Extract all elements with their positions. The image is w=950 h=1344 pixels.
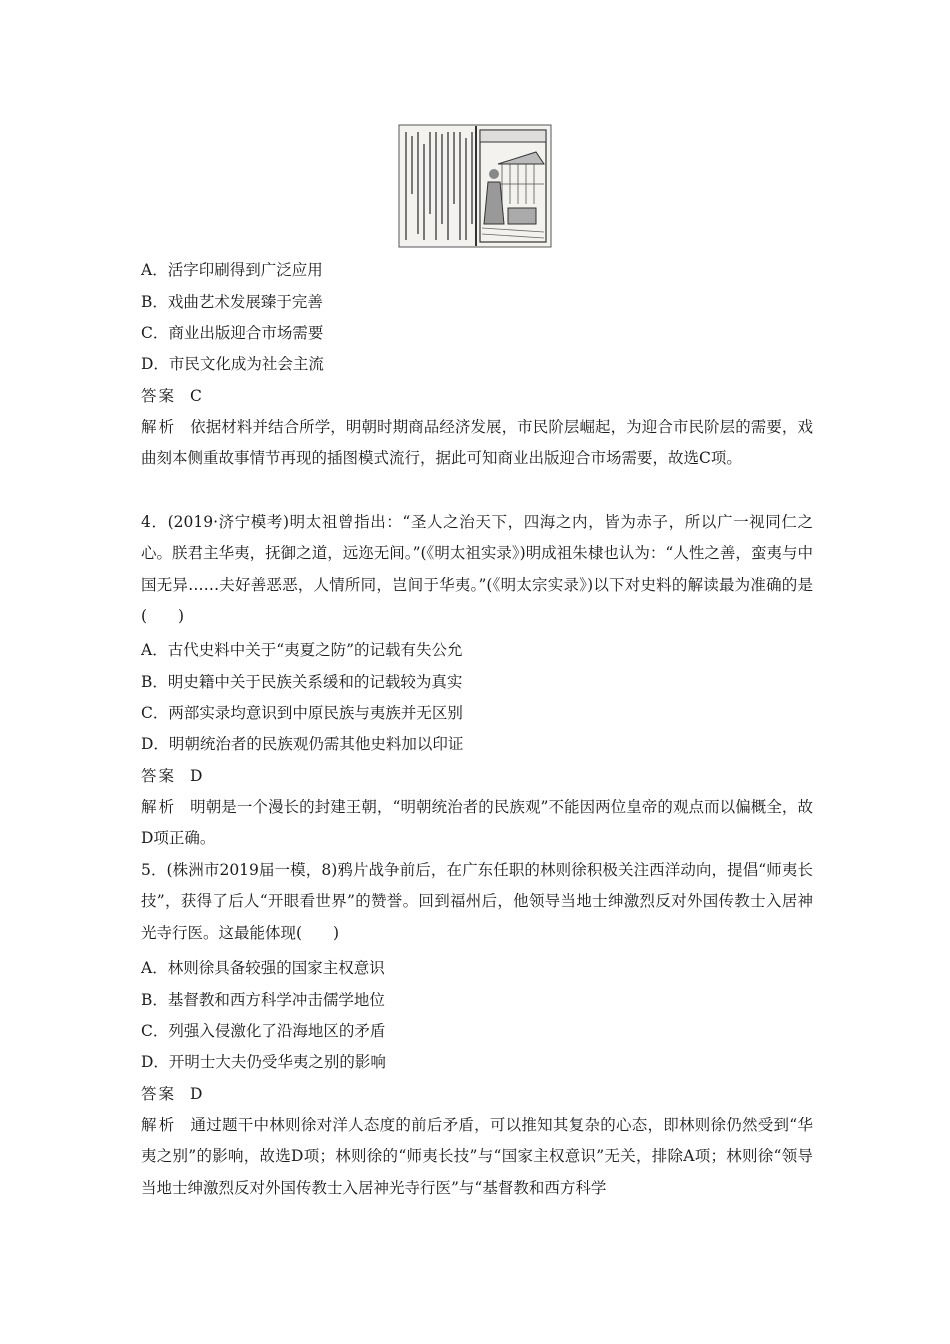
analysis-label: 解析 xyxy=(141,798,177,816)
q4-option-d: D．明朝统治者的民族观仍需其他史料加以印证 xyxy=(141,735,464,753)
q3-analysis xyxy=(141,412,813,475)
answer-label: 答案 xyxy=(141,767,177,785)
q3-answer xyxy=(141,386,202,406)
q4-option-b: B．明史籍中关于民族关系缓和的记载较为真实 xyxy=(141,673,463,691)
q5-answer xyxy=(141,1084,202,1104)
q3-option-d: D．市民文化成为社会主流 xyxy=(141,355,324,373)
answer-label: 答案 xyxy=(141,1085,177,1103)
q3-option-c: C．商业出版迎合市场需要 xyxy=(141,324,324,342)
analysis-label: 解析 xyxy=(141,1116,177,1134)
answer-value: D xyxy=(190,1085,203,1103)
answer-label: 答案 xyxy=(141,387,177,405)
q4-stem: 4．(2019·济宁模考)明太祖曾指出：“圣人之治天下，四海之内，皆为赤子，所以广一视同仁之心。朕君主华夷，抚御之道，远迩无间。”(《明太祖实录》)明成祖朱棣也认为：“人性之善，蛮夷与中国无异……夫好善恶恶，人情所同，岂间于华夷。”(《明太宗实录》)以下对史料的解读最为准确的是( ) xyxy=(141,513,813,625)
answer-value: C xyxy=(190,387,202,405)
q4-analysis xyxy=(141,792,813,855)
q5-option-d: D．开明士大夫仍受华夷之别的影响 xyxy=(141,1053,386,1071)
q5-stem: 5．(株洲市2019届一模，8)鸦片战争前后，在广东任职的林则徐积极关注西洋动向，提倡“师夷长技”，获得了后人“开眼看世界”的赞誉。回到福州后，他领导当地士绅激烈反对外国传教士入居神光寺行医。这最能体现( ) xyxy=(141,861,813,942)
q4-option-a: A．古代史料中关于“夷夏之防”的记载有失公允 xyxy=(141,641,463,659)
analysis-label: 解析 xyxy=(141,418,177,436)
woodblock-print-illustration xyxy=(398,124,552,248)
analysis-text: 通过题干中林则徐对洋人态度的前后矛盾，可以推知其复杂的心态，即林则徐仍然受到“华夷之别”的影响，故选D项；林则徐的“师夷长技”与“国家主权意识”无关，排除A项；林则徐“领导当地士绅激烈反对外国传教士入居神光寺行医”与“基督教和西方科学 xyxy=(141,1116,813,1197)
q5-option-c: C．列强入侵激化了沿海地区的矛盾 xyxy=(141,1022,386,1040)
q4-answer xyxy=(141,766,202,786)
analysis-text: 明朝是一个漫长的封建王朝，“明朝统治者的民族观”不能因两位皇帝的观点而以偏概全，故D项正确。 xyxy=(141,798,813,848)
q3-option-b: B．戏曲艺术发展臻于完善 xyxy=(141,293,323,311)
q5-analysis xyxy=(141,1110,813,1204)
q4-option-c: C．两部实录均意识到中原民族与夷族并无区别 xyxy=(141,704,463,722)
q3-option-a: A．活字印刷得到广泛应用 xyxy=(141,261,323,279)
q5-option-b: B．基督教和西方科学冲击儒学地位 xyxy=(141,991,385,1009)
analysis-text: 依据材料并结合所学，明朝时期商品经济发展，市民阶层崛起，为迎合市民阶层的需要，戏曲刻本侧重故事情节再现的插图模式流行，据此可知商业出版迎合市场需要，故选C项。 xyxy=(141,418,813,468)
answer-value: D xyxy=(190,767,203,785)
q5-option-a: A．林则徐具备较强的国家主权意识 xyxy=(141,959,385,977)
